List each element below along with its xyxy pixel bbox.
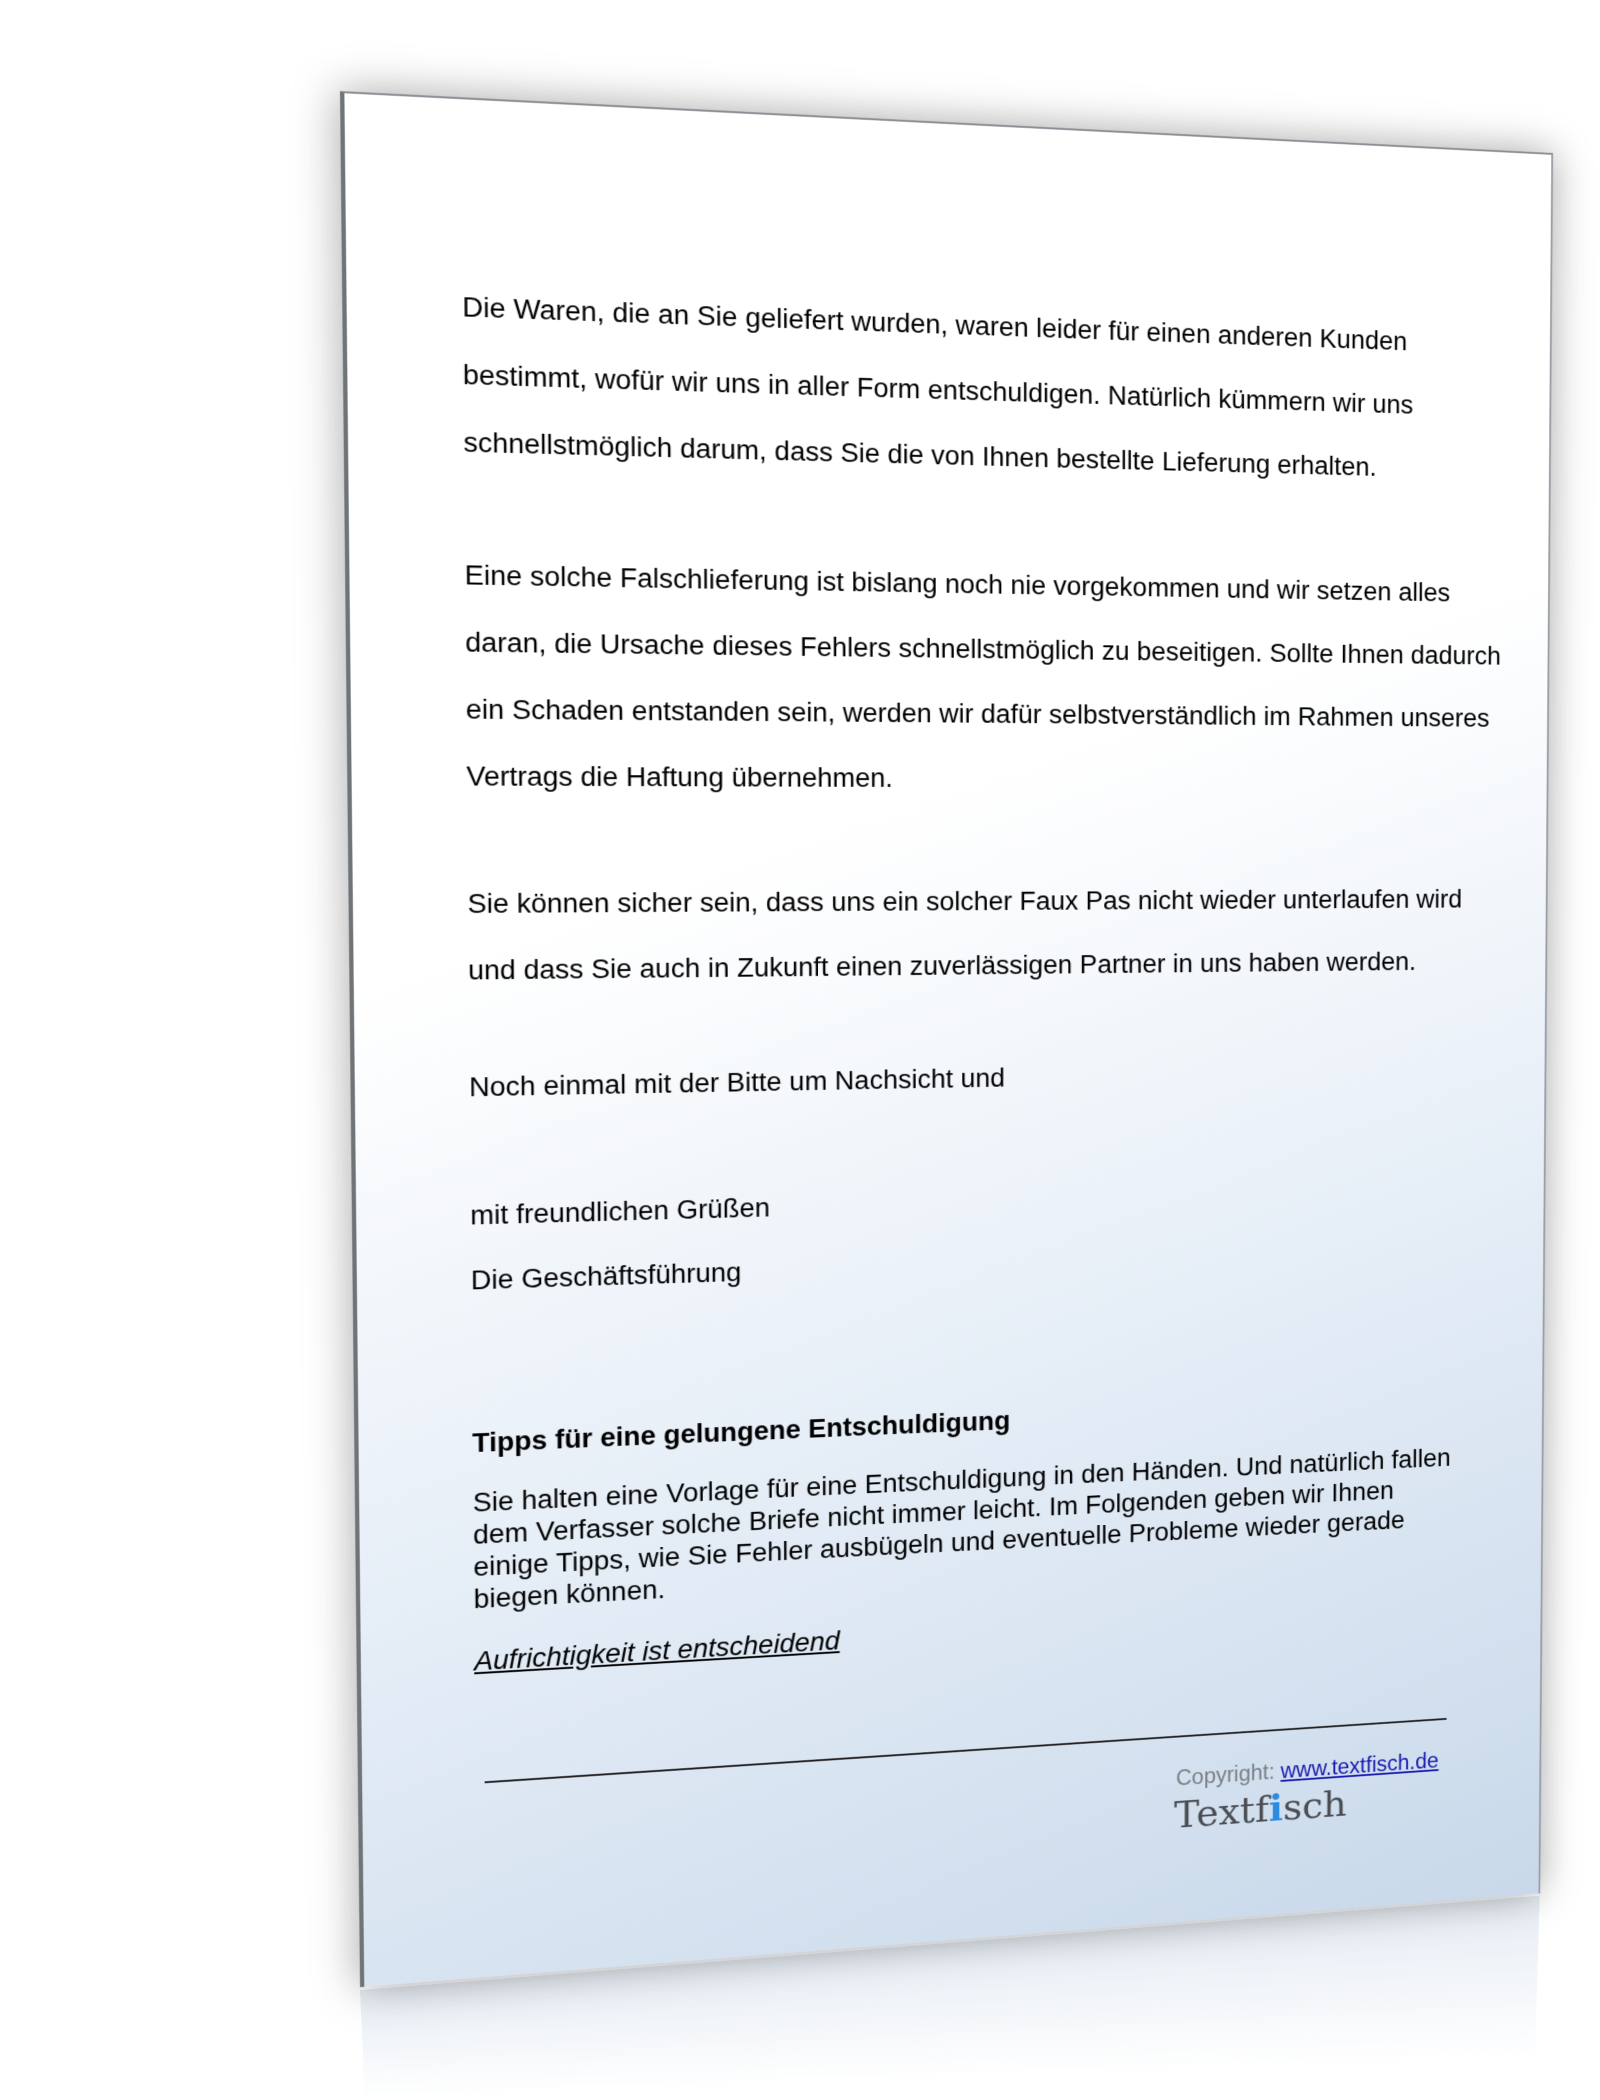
tips-body: Sie halten eine Vorlage für eine Entschuldigung in den Händen. Und natürlich fallen dem Verfasser solche Briefe nicht immer leicht. Im Folgenden geben wir Ihnen einige Tipps, wie Sie Fehler ausbügeln und eventuelle Probleme wieder gerade biegen können. [472,1443,1451,1615]
logo-text: sch [1282,1782,1347,1830]
text-line: bestimmt, wofür wir uns in aller Form entschuldigen. Natürlich kümmern wir uns [462,359,1414,420]
text-line: Sie können sicher sein, dass uns ein solcher Faux Pas nicht wieder unterlaufen wird [467,885,1463,919]
copyright-label: Copyright: [1175,1759,1281,1791]
document-page [340,91,1553,1987]
text-line: Eine solche Falschlieferung ist bislang noch nie vorgekommen und wir setzen alles [464,560,1451,608]
paragraph-3 [467,869,1462,1005]
closing-line: Noch einmal mit der Bitte um Nachsicht und [468,1063,1005,1103]
fish-icon: i [1268,1786,1284,1831]
website-link[interactable]: www.textfisch.de [1280,1748,1439,1783]
text-line: Vertrags die Haftung übernehmen. [466,761,893,793]
text-line: schnellstmöglich darum, dass Sie die von Ihnen bestellte Lieferung erhalten. [463,427,1377,482]
tips-subheading-link[interactable]: Aufrichtigkeit ist entscheidend [474,1626,840,1677]
logo-text: Textf [1173,1788,1269,1838]
text-line: und dass Sie auch in Zukunft einen zuverlässigen Partner in uns haben werden. [467,947,1417,986]
tips-heading: Tipps für eine gelungene Entschuldigung [472,1406,1011,1459]
text-line: Die Waren, die an Sie geliefert wurden, waren leider für einen anderen Kunden [462,292,1408,356]
textfisch-logo [1174,1782,1347,1837]
text-line: daran, die Ursache dieses Fehlers schnellstmöglich zu beseitigen. Sollte Ihnen dadurch [465,627,1502,671]
signature: Die Geschäftsführung [470,1257,742,1296]
text-line: ein Schaden entstanden sein, werden wir dafür selbstverständlich im Rahmen unseres [465,694,1490,733]
paragraph-1 [462,274,1414,500]
paragraph-2 [464,542,1501,812]
greeting: mit freundlichen Grüßen [470,1193,771,1231]
